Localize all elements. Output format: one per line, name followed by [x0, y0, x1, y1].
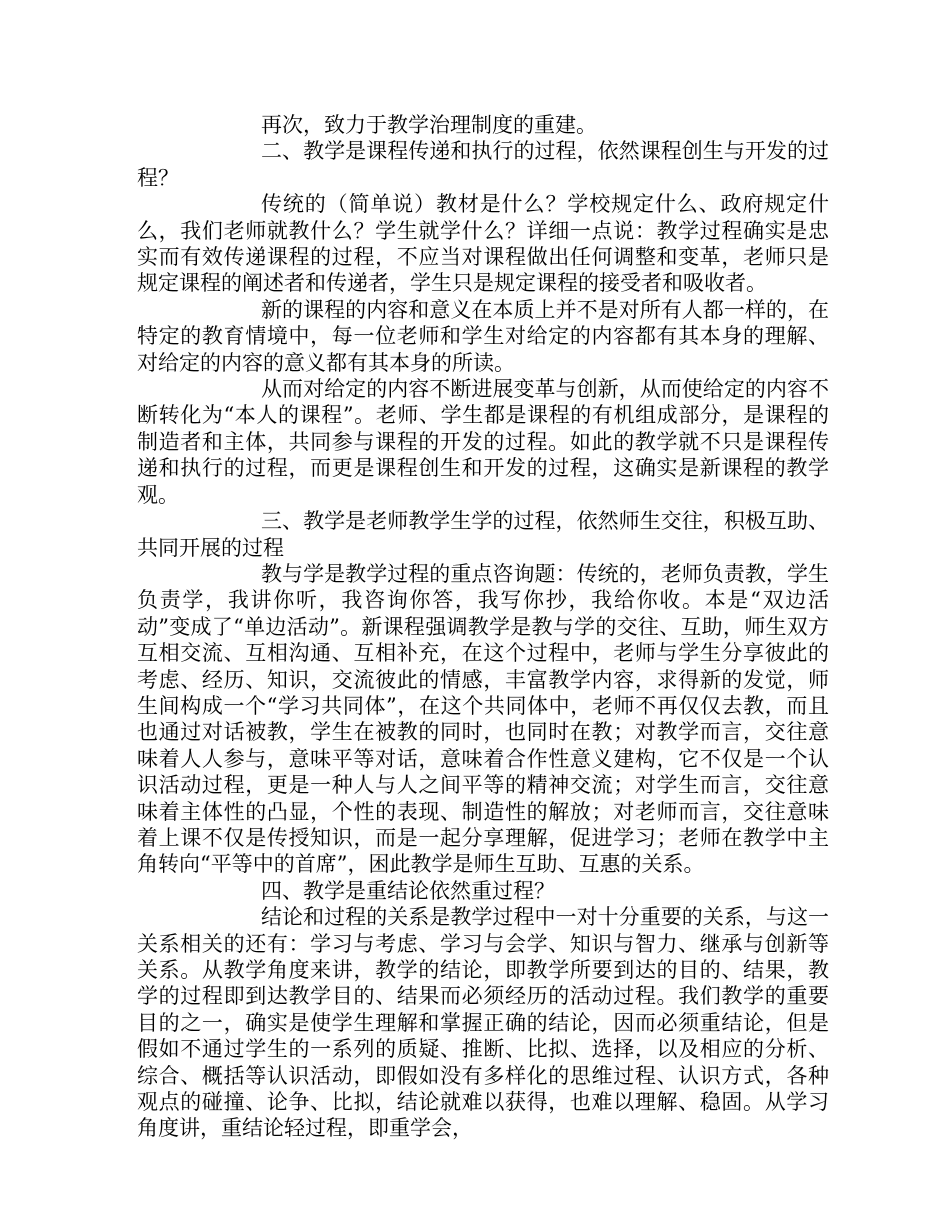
- document-page: [137, 112, 829, 1142]
- section-heading: 二、教学是课程传递和执行的过程，依然课程创生与开发的过程？: [137, 139, 829, 190]
- section-heading: 四、教学是重结论依然重过程？: [261, 878, 555, 903]
- paragraph: 结论和过程的关系是教学过程中一对十分重要的关系，与这一关系相关的还有：学习与考虑、学习与会学、知识与智力、继承与创新等关系。从教学角度来讲，教学的结论，即教学所要到达的目的、结果，教学的过程即到达教学目的、结果而必须经历的活动过程。我们教学的重要目的之一，确实是使学生理解和掌握正确的结论，因而必须重结论，但是假如不通过学生的一系列的质疑、推断、比拟、选择，以及相应的分析、综合、概括等认识活动，即假如没有多样化的思维过程、认识方式，各种观点的碰撞、论争、比拟，结论就难以获得，也难以理解、稳固。从学习角度讲，重结论轻过程，即重学会，: [137, 905, 829, 1141]
- paragraph: 新的课程的内容和意义在本质上并不是对所有人都一样的，在特定的教育情境中，每一位老师和学生对给定的内容都有其本身的理解、对给定的内容的意义都有其本身的所读。: [137, 297, 829, 375]
- paragraph: 传统的（简单说）教材是什么？学校规定什么、政府规定什么，我们老师就教什么？学生就学什么？详细一点说：教学过程确实是忠实而有效传递课程的过程，不应当对课程做出任何调整和变革，老师只是规定课程的阐述者和传递者，学生只是规定课程的接受者和吸收者。: [137, 192, 829, 296]
- paragraph: 教与学是教学过程的重点咨询题：传统的，老师负责教，学生负责学，我讲你听，我咨询你答，我写你抄，我给你收。本是“双边活动”变成了“单边活动”。新课程强调教学是教与学的交往、互助，师生双方互相交流、互相沟通、互相补充，在这个过程中，老师与学生分享彼此的考虑、经历、知识，交流彼此的情感，丰富教学内容，求得新的发觉，师生间构成一个“学习共同体”，在这个共同体中，老师不再仅仅去教，而且也通过对话被教，学生在被教的同时，也同时在教；对教学而言，交往意味着人人参与，意味平等对话，意味着合作性意义建构，它不仅是一个认识活动过程，更是一种人与人之间平等的精神交流；对学生而言，交往意味着主体性的凸显，个性的表现、制造性的解放；对老师而言，交往意味着上课不仅是传授知识，而是一起分享理解，促进学习；老师在教学中主角转向“平等中的首席”，困此教学是师生互助、互惠的关系。: [137, 561, 829, 877]
- paragraph: 从而对给定的内容不断进展变革与创新，从而使给定的内容不断转化为“本人的课程”。老师、学生都是课程的有机组成部分，是课程的制造者和主体，共同参与课程的开发的过程。如此的教学就不只是课程传递和执行的过程，而更是课程创生和开发的过程，这确实是新课程的教学观。: [137, 377, 829, 507]
- paragraph: 再次，致力于教学治理制度的重建。: [261, 113, 597, 137]
- section-heading: 三、教学是老师教学生学的过程，依然师生交往，积极互助、共同开展的过程: [137, 509, 829, 560]
